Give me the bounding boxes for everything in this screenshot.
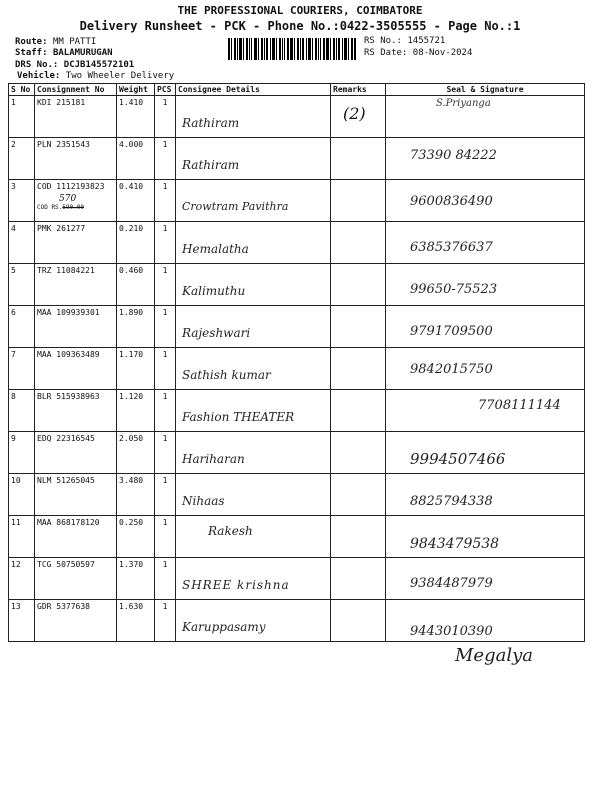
column-header-consignment: Consignment No xyxy=(35,84,117,96)
row-consignee-name: Rajeshwari xyxy=(182,326,251,340)
row-consignee-cell xyxy=(176,222,331,264)
row-remarks-cell xyxy=(331,222,386,264)
rs-no-line xyxy=(364,36,445,46)
row-consignee-name: Rathiram xyxy=(182,158,240,172)
row-signature-cell xyxy=(386,516,585,558)
row-consignee-cell xyxy=(176,180,331,222)
row-consignment-no: MAA 868178120 xyxy=(35,516,117,558)
row-remarks-cell xyxy=(331,306,386,348)
row-consignment-no: MAA 109939301 xyxy=(35,306,117,348)
row-sno: 11 xyxy=(9,516,35,558)
row-consignee-name: Kalimuthu xyxy=(182,284,246,298)
barcode-image xyxy=(228,38,356,60)
row-weight: 1.410 xyxy=(117,96,155,138)
row-remarks-cell xyxy=(331,516,386,558)
row-pcs: 1 xyxy=(155,600,176,642)
row-sno: 5 xyxy=(9,264,35,306)
rs-no-label: RS No.: xyxy=(364,36,402,46)
column-header-consignee: Consignee Details xyxy=(176,84,331,96)
staff-line xyxy=(15,48,113,58)
row-signature-cell xyxy=(386,432,585,474)
row-signature-cell xyxy=(386,348,585,390)
row-consignee-cell xyxy=(176,138,331,180)
row-pcs: 1 xyxy=(155,390,176,432)
drs-label: DRS No.: xyxy=(15,60,59,70)
table-row xyxy=(9,474,585,516)
row-remarks-cell xyxy=(331,264,386,306)
route-line xyxy=(15,37,96,47)
row-weight: 0.250 xyxy=(117,516,155,558)
table-row xyxy=(9,138,585,180)
table-row xyxy=(9,516,585,558)
column-header-remarks: Remarks xyxy=(331,84,386,96)
row-sno: 3 xyxy=(9,180,35,222)
document-title: THE PROFESSIONAL COURIERS, COIMBATORE xyxy=(177,4,423,17)
row-sno: 12 xyxy=(9,558,35,600)
row-consignee-cell xyxy=(176,96,331,138)
row-signature-cell xyxy=(386,390,585,432)
row-pcs: 1 xyxy=(155,138,176,180)
route-value: MM PATTI xyxy=(52,37,97,47)
row-weight: 1.890 xyxy=(117,306,155,348)
row-pcs: 1 xyxy=(155,264,176,306)
row-sno: 13 xyxy=(9,600,35,642)
row-weight: 1.370 xyxy=(117,558,155,600)
row-sno: 9 xyxy=(9,432,35,474)
row-consignee-cell xyxy=(176,516,331,558)
row-phone: 9443010390 xyxy=(410,624,493,639)
table-row xyxy=(9,96,585,138)
row-remarks-cell xyxy=(331,600,386,642)
row-sno: 10 xyxy=(9,474,35,516)
row-consignee-cell xyxy=(176,474,331,516)
row-weight: 1.170 xyxy=(117,348,155,390)
cod-note: 570 xyxy=(59,194,77,204)
row-sno: 4 xyxy=(9,222,35,264)
row-weight: 0.410 xyxy=(117,180,155,222)
row-consignee-name: Crowtram Pavithra xyxy=(182,200,289,213)
row-consignee-name: Karuppasamy xyxy=(182,620,266,634)
row-phone: 9843479538 xyxy=(410,536,500,552)
row-pcs: 1 xyxy=(155,96,176,138)
row-weight: 0.210 xyxy=(117,222,155,264)
vehicle-value: Two Wheeler Delivery xyxy=(65,71,175,81)
row-remarks-cell xyxy=(331,96,386,138)
row-consignment-no xyxy=(35,180,117,222)
vehicle-label: Vehicle: xyxy=(17,71,61,81)
receiver-signature: Megalya xyxy=(455,645,533,666)
table-row xyxy=(9,348,585,390)
row-pcs: 1 xyxy=(155,558,176,600)
document-subtitle: Delivery Runsheet - PCK - Phone No.:0422-3505555 - Page No.:1 xyxy=(79,19,521,33)
row-weight: 1.630 xyxy=(117,600,155,642)
row-consignee-name: Sathish kumar xyxy=(182,368,271,382)
row-remarks-cell xyxy=(331,390,386,432)
table-row xyxy=(9,180,585,222)
row-consignee-cell xyxy=(176,390,331,432)
row-phone: 9994507466 xyxy=(410,450,506,468)
row-consignment-no: NLM 51265045 xyxy=(35,474,117,516)
runsheet-table xyxy=(8,83,585,642)
row-consignee-name: SHREE krishna xyxy=(182,578,290,592)
row-remark: (2) xyxy=(343,104,366,123)
table-row xyxy=(9,432,585,474)
column-header-pcs: PCS xyxy=(155,84,176,96)
row-pcs: 1 xyxy=(155,348,176,390)
column-header-signature: Seal & Signature xyxy=(386,84,585,96)
column-header-weight: Weight xyxy=(117,84,155,96)
row-phone: 9842015750 xyxy=(410,362,493,377)
row-consignee-name: Hemalatha xyxy=(182,242,249,256)
drs-line xyxy=(15,60,134,70)
cod-amount xyxy=(37,194,114,211)
rs-date-line xyxy=(364,48,472,58)
row-remarks-cell xyxy=(331,138,386,180)
cod-value: 590.00 xyxy=(62,204,84,211)
row-signature-cell xyxy=(386,306,585,348)
row-sno: 7 xyxy=(9,348,35,390)
row-remarks-cell xyxy=(331,432,386,474)
row-signature-cell xyxy=(386,474,585,516)
row-consignee-cell xyxy=(176,348,331,390)
row-consignment-no: PMK 261277 xyxy=(35,222,117,264)
row-signature-name: S.Priyanga xyxy=(436,98,491,109)
drs-value: DCJB145572101 xyxy=(63,60,135,70)
route-label: Route: xyxy=(15,37,48,47)
row-consignment-value: COD 1112193823 xyxy=(37,182,105,191)
row-consignment-no: GDR 5377638 xyxy=(35,600,117,642)
row-signature-cell xyxy=(386,96,585,138)
table-row xyxy=(9,264,585,306)
row-signature-cell xyxy=(386,222,585,264)
row-signature-cell xyxy=(386,264,585,306)
row-signature-cell xyxy=(386,558,585,600)
row-remarks-cell xyxy=(331,180,386,222)
row-remarks-cell xyxy=(331,348,386,390)
cod-label: COD RS. xyxy=(37,204,63,211)
row-phone: 6385376637 xyxy=(410,240,493,255)
row-signature-cell xyxy=(386,600,585,642)
row-signature-cell xyxy=(386,138,585,180)
row-consignee-cell xyxy=(176,600,331,642)
row-signature-cell xyxy=(386,180,585,222)
rs-date-value: 08-Nov-2024 xyxy=(412,48,473,58)
row-consignment-no: TRZ 11084221 xyxy=(35,264,117,306)
rs-no-value: 1455721 xyxy=(407,36,446,46)
row-consignment-no: EDQ 22316545 xyxy=(35,432,117,474)
table-row xyxy=(9,306,585,348)
rs-date-label: RS Date: xyxy=(364,48,408,58)
row-weight: 0.460 xyxy=(117,264,155,306)
table-header-row xyxy=(9,84,585,96)
row-remarks-cell xyxy=(331,558,386,600)
row-pcs: 1 xyxy=(155,306,176,348)
row-weight: 2.050 xyxy=(117,432,155,474)
row-weight: 1.120 xyxy=(117,390,155,432)
row-phone: 9384487979 xyxy=(410,576,493,591)
row-consignee-cell xyxy=(176,558,331,600)
row-sno: 2 xyxy=(9,138,35,180)
row-consignment-no: BLR 515938963 xyxy=(35,390,117,432)
row-consignee-name: Fashion THEATER xyxy=(182,410,295,424)
row-pcs: 1 xyxy=(155,432,176,474)
row-phone: 9600836490 xyxy=(410,194,493,209)
row-consignee-cell xyxy=(176,306,331,348)
row-phone: 7708111144 xyxy=(478,398,561,413)
row-weight: 4.000 xyxy=(117,138,155,180)
table-row xyxy=(9,222,585,264)
row-remarks-cell xyxy=(331,474,386,516)
row-consignee-name: Hariharan xyxy=(182,452,245,466)
row-consignee-name: Rathiram xyxy=(182,116,240,130)
table-row xyxy=(9,390,585,432)
row-pcs: 1 xyxy=(155,180,176,222)
row-consignee-cell xyxy=(176,432,331,474)
row-consignee-name: Nihaas xyxy=(182,494,225,508)
row-consignment-no: KDI 215181 xyxy=(35,96,117,138)
row-consignment-no: TCG 50750597 xyxy=(35,558,117,600)
row-phone: 99650-75523 xyxy=(410,282,498,297)
row-consignment-no: MAA 109363489 xyxy=(35,348,117,390)
row-sno: 8 xyxy=(9,390,35,432)
row-consignment-no: PLN 2351543 xyxy=(35,138,117,180)
row-pcs: 1 xyxy=(155,222,176,264)
staff-value: BALAMURUGAN xyxy=(52,48,113,58)
row-consignee-name: Rakesh xyxy=(208,524,253,538)
column-header-sno: S No xyxy=(9,84,35,96)
staff-label: Staff: xyxy=(15,48,48,58)
row-pcs: 1 xyxy=(155,474,176,516)
row-pcs: 1 xyxy=(155,516,176,558)
row-weight: 3.480 xyxy=(117,474,155,516)
row-consignee-cell xyxy=(176,264,331,306)
row-phone: 8825794338 xyxy=(410,494,493,509)
row-sno: 1 xyxy=(9,96,35,138)
table-row xyxy=(9,600,585,642)
row-sno: 6 xyxy=(9,306,35,348)
table-row xyxy=(9,558,585,600)
row-phone: 9791709500 xyxy=(410,324,493,339)
vehicle-line xyxy=(17,71,174,81)
row-phone: 73390 84222 xyxy=(410,148,497,163)
